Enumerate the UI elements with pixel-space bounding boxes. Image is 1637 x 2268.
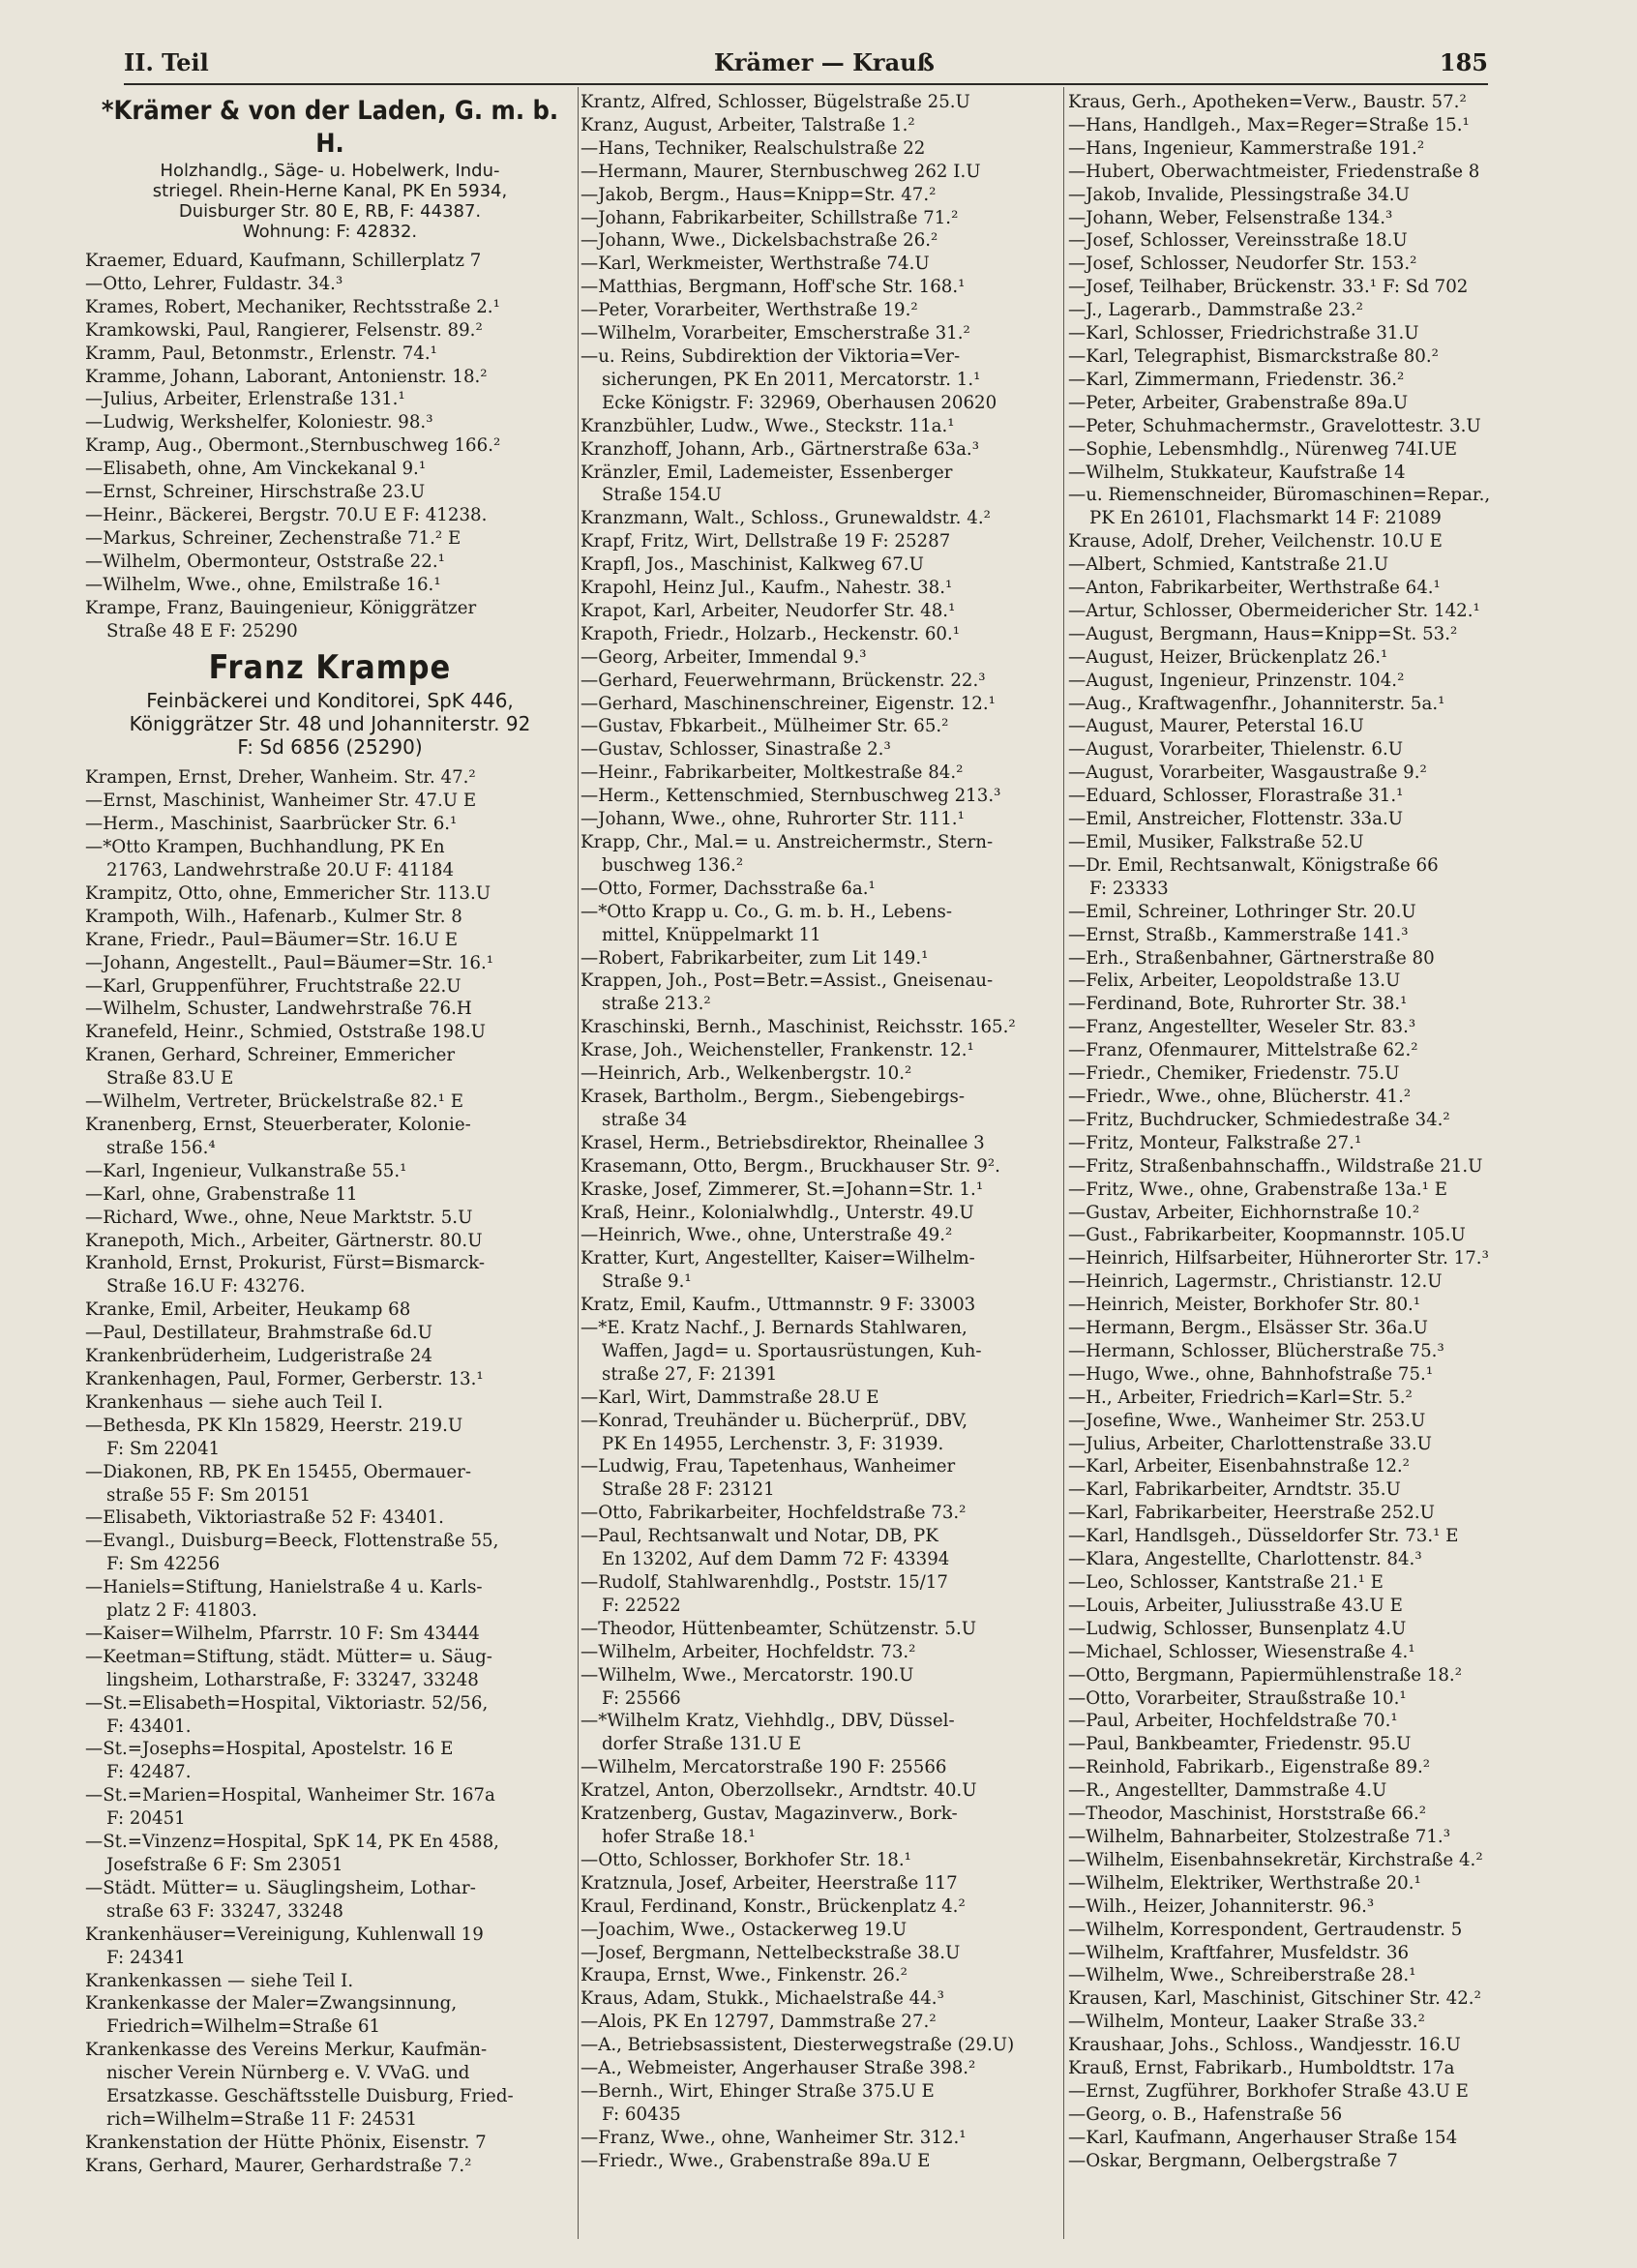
directory-entry: Krampoth, Wilh., Hafenarb., Kulmer Str. 8 [85, 906, 462, 927]
directory-entry: Kratzel, Anton, Oberzollsekr., Arndtstr. 40.U [580, 1780, 977, 1802]
directory-entry: Krampe, Franz, Bauingenieur, Königgrätzer [85, 597, 477, 618]
directory-entry: —Johann, Wwe., Dickelsbachstraße 26.² [580, 230, 938, 252]
directory-entry: —Matthias, Bergmann, Hoff'sche Str. 168.¹ [580, 277, 966, 298]
page-header [124, 43, 1488, 85]
directory-entry: —Peter, Schuhmachermstr., Gravelottestr. 3.U [1068, 415, 1481, 436]
directory-entry: Krausen, Karl, Maschinist, Gitschiner Str. 42.² [1068, 1988, 1481, 2010]
directory-entry: Kratz, Emil, Kaufm., Uttmannstr. 9 F: 33003 [580, 1295, 976, 1316]
directory-entry: —Hans, Ingenieur, Kammerstraße 191.² [1068, 137, 1425, 159]
directory-entry: F: 25566 [602, 1687, 681, 1709]
directory-entry: —Julius, Arbeiter, Charlottenstraße 33.U [1068, 1433, 1432, 1454]
directory-entry: Krankenbrüderheim, Ludgeristraße 24 [85, 1346, 432, 1367]
directory-entry: Kraus, Gerh., Apotheken=Verw., Baustr. 57.² [1068, 92, 1467, 112]
directory-entry: —Ferdinand, Bote, Ruhrorter Str. 38.¹ [1068, 994, 1408, 1015]
directory-entry: rich=Wilhelm=Straße 11 F: 24531 [106, 2108, 418, 2130]
ad-line: F: Sd 6856 (25290) [237, 735, 423, 760]
directory-entry: —Albert, Schmied, Kantstraße 21.U [1068, 554, 1389, 576]
directory-entry: —Johann, Angestellt., Paul=Bäumer=Str. 16.¹ [85, 952, 494, 973]
directory-entry: —Karl, Zimmermann, Friedenstr. 36.² [1068, 369, 1405, 390]
directory-entry: PK En 26101, Flachsmarkt 14 F: 21089 [1089, 508, 1442, 529]
directory-entry: —Franz, Ofenmaurer, Mittelstraße 62.² [1068, 1040, 1418, 1061]
column-divider [578, 87, 579, 2239]
ad-line: Wohnung: F: 42832. [242, 222, 418, 242]
directory-entry: —Paul, Destillateur, Brahmstraße 6d.U [85, 1323, 432, 1344]
directory-entry: —R., Angestellter, Dammstraße 4.U [1068, 1780, 1387, 1802]
directory-entry: —Richard, Wwe., ohne, Neue Marktstr. 5.U [85, 1207, 473, 1228]
directory-entry: —Wilhelm, Kraftfahrer, Musfeldstr. 36 [1068, 1942, 1410, 1963]
directory-entry: —Otto, Bergmann, Papiermühlenstraße 18.² [1068, 1664, 1463, 1686]
directory-entry: —Johann, Weber, Felsenstraße 134.³ [1068, 207, 1393, 228]
directory-entry: Krauß, Ernst, Fabrikarb., Humboldtstr. 17a [1068, 2058, 1455, 2079]
directory-entry: En 13202, Auf dem Damm 72 F: 43394 [602, 1549, 950, 1570]
directory-entry: Straße 154.U [602, 485, 722, 506]
directory-entry: lingsheim, Lotharstraße, F: 33247, 33248 [106, 1669, 479, 1690]
ad-line: Holzhandlg., Säge- u. Hobelwerk, Indu- [160, 161, 500, 181]
directory-entry: —Dr. Emil, Rechtsanwalt, Königstraße 66 [1068, 854, 1439, 876]
directory-entry: —Gustav, Fbkarbeit., Mülheimer Str. 65.² [580, 716, 949, 737]
ad-line: Königgrätzer Str. 48 und Johanniterstr. 92 [129, 712, 531, 736]
directory-entry: —Elisabeth, ohne, Am Vinckekanal 9.¹ [85, 459, 427, 480]
directory-entry: —Georg, Arbeiter, Immendal 9.³ [580, 646, 867, 668]
directory-entry: —Ernst, Zugführer, Borkhofer Straße 43.U E [1068, 2080, 1469, 2102]
directory-entry: —Otto, Former, Dachsstraße 6a.¹ [580, 878, 876, 899]
directory-entry: —Hermann, Maurer, Sternbuschweg 262 I.U [580, 161, 981, 182]
directory-entry: Krasemann, Otto, Bergm., Bruckhauser Str. 9². [580, 1155, 1000, 1177]
directory-entry: Kranzhoff, Johann, Arb., Gärtnerstraße 63a.³ [580, 438, 979, 460]
directory-entry: —Paul, Rechtsanwalt und Notar, DB, PK [580, 1526, 938, 1547]
directory-entry: —Josef, Schlosser, Neudorfer Str. 153.² [1068, 254, 1417, 275]
directory-entry: Kranen, Gerhard, Schreiner, Emmericher [85, 1045, 456, 1066]
directory-entry: Straße 48 E F: 25290 [106, 620, 298, 642]
directory-entry: Ecke Königstr. F: 32969, Oberhausen 20620 [602, 392, 997, 413]
directory-entry: Kraus, Adam, Stukk., Michaelstraße 44.³ [580, 1988, 944, 2010]
ad-line: Feinbäckerei und Konditorei, SpK 446, [146, 689, 514, 713]
directory-entry: —Karl, Werkmeister, Werthstraße 74.U [580, 254, 930, 275]
directory-entry: Kranke, Emil, Arbeiter, Heukamp 68 [85, 1299, 411, 1321]
directory-entry: Krase, Joh., Weichensteller, Frankenstr. 12.¹ [580, 1040, 974, 1061]
directory-entry: —Städt. Mütter= u. Säuglingsheim, Lothar- [85, 1877, 476, 1898]
directory-entry: —Sophie, Lebensmhdlg., Nürenweg 74I.UE [1068, 438, 1458, 460]
directory-entry: Krapfl, Jos., Maschinist, Kalkweg 67.U [580, 554, 924, 576]
directory-entry: —Rudolf, Stahlwarenhdlg., Poststr. 15/17 [580, 1572, 948, 1593]
directory-entry: Kranz, August, Arbeiter, Talstraße 1.² [580, 114, 915, 135]
directory-entry: —Gerhard, Feuerwehrmann, Brückenstr. 22.³ [580, 670, 986, 691]
directory-entry: sicherungen, PK En 2011, Mercatorstr. 1.¹ [602, 369, 981, 390]
directory-entry: —Ernst, Maschinist, Wanheimer Str. 47.U E [85, 791, 477, 812]
directory-entry: —Gustav, Arbeiter, Eichhornstraße 10.² [1068, 1202, 1420, 1223]
directory-entry: —Wilhelm, Monteur, Laaker Straße 33.² [1068, 2012, 1425, 2033]
directory-entry: —Wilhelm, Mercatorstraße 190 F: 25566 [580, 1757, 947, 1778]
directory-entry: —Hans, Handlgeh., Max=Reger=Straße 15.¹ [1068, 114, 1470, 135]
directory-entry: —Reinhold, Fabrikarb., Eigenstraße 89.² [1068, 1757, 1431, 1778]
part-label: II. Teil [124, 48, 209, 76]
directory-entry: Kranepoth, Mich., Arbeiter, Gärtnerstr. 80.U [85, 1230, 483, 1251]
directory-entry: —u. Reins, Subdirektion der Viktoria=Ver- [580, 345, 961, 367]
directory-entry: —Heinrich, Lagermstr., Christianstr. 12.U [1068, 1271, 1443, 1293]
directory-entry: —Peter, Arbeiter, Grabenstraße 89a.U [1068, 392, 1409, 413]
directory-entry: —Franz, Angestellter, Weseler Str. 83.³ [1068, 1017, 1416, 1038]
directory-entry: —Karl, Fabrikarbeiter, Arndtstr. 35.U [1068, 1479, 1401, 1501]
directory-entry: —Klara, Angestellte, Charlottenstr. 84.³ [1068, 1549, 1422, 1570]
directory-entry: —Erh., Straßenbahner, Gärtnerstraße 80 [1068, 947, 1435, 969]
directory-entry: Straße 28 F: 23121 [602, 1479, 775, 1501]
directory-entry: —Otto, Fabrikarbeiter, Hochfeldstraße 73.² [580, 1503, 967, 1524]
directory-entry: Straße 83.U E [106, 1068, 234, 1089]
directory-entry: —Kaiser=Wilhelm, Pfarrstr. 10 F: Sm 43444 [85, 1623, 480, 1644]
directory-entry: F: Sm 42256 [106, 1554, 221, 1575]
directory-entry: Krankenstation der Hütte Phönix, Eisenstr. 7 [85, 2132, 487, 2153]
directory-entry: —Heinr., Bäckerei, Bergstr. 70.U E F: 41238. [85, 504, 488, 525]
directory-entry: F: 60435 [602, 2104, 681, 2125]
directory-entry: Krapot, Karl, Arbeiter, Neudorfer Str. 48.¹ [580, 600, 956, 621]
directory-entry: —Ludwig, Frau, Tapetenhaus, Wanheimer [580, 1456, 956, 1477]
directory-entry: hofer Straße 18.¹ [602, 1826, 756, 1847]
directory-entry: Krampen, Ernst, Dreher, Wanheim. Str. 47.² [85, 767, 476, 789]
directory-entry: —Wilhelm, Vorarbeiter, Emscherstraße 31.² [580, 323, 970, 344]
directory-entry: —Eduard, Schlosser, Florastraße 31.¹ [1068, 786, 1404, 807]
directory-entry: —Wilhelm, Vertreter, Brückelstraße 82.¹ E [85, 1091, 464, 1113]
directory-entry: —*Wilhelm Kratz, Viehhdlg., DBV, Düssel- [580, 1711, 955, 1732]
directory-entry: —Aug., Kraftwagenfhr., Johanniterstr. 5a.¹ [1068, 693, 1445, 714]
directory-entry: —Otto, Lehrer, Fuldastr. 34.³ [85, 273, 343, 294]
directory-entry: —A., Webmeister, Angerhauser Straße 398.² [580, 2058, 976, 2079]
directory-entry: straße 213.² [602, 994, 711, 1015]
directory-entry: Kraemer, Eduard, Kaufmann, Schillerplatz 7 [85, 251, 482, 271]
directory-entry: —Ernst, Schreiner, Hirschstraße 23.U [85, 482, 426, 503]
directory-entry: —H., Arbeiter, Friedrich=Karl=Str. 5.² [1068, 1387, 1413, 1408]
directory-entry: Krane, Friedr., Paul=Bäumer=Str. 16.U E [85, 929, 458, 950]
directory-entry: buschweg 136.² [602, 854, 744, 876]
directory-entry: Kraul, Ferdinand, Konstr., Brückenplatz 4.² [580, 1895, 966, 1917]
directory-entry: —Hubert, Oberwachtmeister, Friedenstraße 8 [1068, 161, 1480, 182]
directory-entry: —Heinrich, Wwe., ohne, Unterstraße 49.² [580, 1225, 953, 1246]
directory-entry: —August, Heizer, Brückenplatz 26.¹ [1068, 646, 1388, 668]
entry-list [580, 91, 1058, 2173]
directory-entry: —Markus, Schreiner, Zechenstraße 71.² E [85, 527, 461, 549]
directory-entry: —St.=Josephs=Hospital, Apostelstr. 16 E [85, 1739, 454, 1760]
directory-entry: —Wilhelm, Schuster, Landwehrstraße 76.H [85, 999, 472, 1020]
directory-entry: Krampitz, Otto, ohne, Emmericher Str. 113.U [85, 882, 491, 904]
directory-entry: —Hugo, Wwe., ohne, Bahnhofstraße 75.¹ [1068, 1363, 1434, 1385]
directory-entry: —Gustav, Schlosser, Sinastraße 2.³ [580, 739, 891, 761]
directory-entry: —Josef, Bergmann, Nettelbeckstraße 38.U [580, 1942, 961, 1963]
directory-entry: Kranhold, Ernst, Prokurist, Fürst=Bismarck- [85, 1253, 485, 1274]
directory-entry: —Ernst, Straßb., Kammerstraße 141.³ [1068, 924, 1409, 945]
directory-entry: —Felix, Arbeiter, Leopoldstraße 13.U [1068, 970, 1401, 992]
directory-entry: —Franz, Wwe., ohne, Wanheimer Str. 312.¹ [580, 2127, 967, 2148]
directory-entry: mittel, Knüppelmarkt 11 [602, 924, 821, 945]
directory-entry: Kranefeld, Heinr., Schmied, Oststraße 198.U [85, 1022, 486, 1043]
directory-entry: —Jakob, Bergm., Haus=Knipp=Str. 47.² [580, 184, 937, 205]
directory-entry: —Robert, Fabrikarbeiter, zum Lit 149.¹ [580, 947, 929, 969]
directory-entry: Krankenkassen — siehe Teil I. [85, 1970, 354, 1991]
directory-entry: —Johann, Wwe., ohne, Ruhrorter Str. 111.¹ [580, 809, 965, 830]
directory-entry: Kranzmann, Walt., Schloss., Grunewaldstr. 4.² [580, 508, 991, 529]
directory-entry: —Wilhelm, Eisenbahnsekretär, Kirchstraße 4.² [1068, 1849, 1483, 1870]
directory-entry: F: 42487. [106, 1762, 192, 1783]
directory-entry: —Elisabeth, Viktoriastraße 52 F: 43401. [85, 1507, 444, 1529]
directory-entry: —August, Maurer, Peterstal 16.U [1068, 716, 1364, 737]
directory-entry: Kramp, Aug., Obermont.,Sternbuschweg 166.² [85, 435, 501, 457]
directory-entry: —Konrad, Treuhänder u. Bücherprüf., DBV, [580, 1410, 968, 1431]
directory-entry: —Paul, Bankbeamter, Friedenstr. 95.U [1068, 1734, 1412, 1755]
directory-entry: Kratznula, Josef, Arbeiter, Heerstraße 117 [580, 1872, 958, 1894]
entry-list [85, 766, 575, 2177]
directory-entry: Krapoth, Friedr., Holzarb., Heckenstr. 60.¹ [580, 623, 961, 644]
directory-entry: —Wilh., Heizer, Johanniterstr. 96.³ [1068, 1895, 1375, 1917]
directory-entry: Josefstraße 6 F: Sm 23051 [106, 1855, 343, 1875]
directory-entry: F: 22522 [602, 1595, 681, 1616]
directory-entry: 21763, Landwehrstraße 20.U F: 41184 [106, 860, 455, 881]
directory-entry: —Michael, Schlosser, Wiesenstraße 4.¹ [1068, 1641, 1415, 1662]
directory-entry: Krankenhäuser=Vereinigung, Kuhlenwall 19 [85, 1924, 484, 1945]
name-range: Krämer — Krauß [714, 48, 935, 76]
directory-entry: —*Otto Krapp u. Co., G. m. b. H., Lebens- [580, 901, 952, 922]
directory-entry: F: 23333 [1089, 878, 1169, 899]
directory-entry: —Bethesda, PK Kln 15829, Heerstr. 219.U [85, 1415, 463, 1436]
directory-entry: Waffen, Jagd= u. Sportausrüstungen, Kuh- [602, 1340, 982, 1361]
directory-entry: —Wilhelm, Wwe., Schreiberstraße 28.¹ [1068, 1965, 1416, 1986]
directory-entry: —Wilhelm, Obermonteur, Oststraße 22.¹ [85, 551, 445, 572]
directory-entry: —Anton, Fabrikarbeiter, Werthstraße 64.¹ [1068, 578, 1441, 599]
directory-entry: —Ludwig, Werkshelfer, Koloniestr. 98.³ [85, 412, 433, 433]
directory-entry: Friedrich=Wilhelm=Straße 61 [106, 2016, 381, 2038]
directory-entry: straße 156.⁴ [106, 1137, 216, 1158]
directory-entry: —A., Betriebsassistent, Diesterwegstraße (29.U) [580, 2035, 1015, 2056]
directory-entry: Krause, Adolf, Dreher, Veilchenstr. 10.U E [1068, 531, 1443, 552]
ad-line: Duisburger Str. 80 E, RB, F: 44387. [178, 201, 482, 222]
directory-entry: —Karl, Wirt, Dammstraße 28.U E [580, 1387, 879, 1408]
directory-entry: —Gerhard, Maschinenschreiner, Eigenstr. 12.¹ [580, 693, 996, 714]
directory-entry: —J., Lagerarb., Dammstraße 23.² [1068, 300, 1363, 321]
directory-entry: Krankenhagen, Paul, Former, Gerberstr. 13.¹ [85, 1368, 484, 1389]
directory-entry: Kranzbühler, Ludw., Wwe., Steckstr. 11a.¹ [580, 415, 955, 436]
directory-entry: —St.=Elisabeth=Hospital, Viktoriastr. 52/56, [85, 1692, 489, 1714]
directory-entry: —Josef, Teilhaber, Brückenstr. 33.¹ F: Sd 702 [1068, 277, 1469, 298]
directory-entry: dorfer Straße 131.U E [602, 1734, 802, 1755]
directory-entry: Straße 16.U F: 43276. [106, 1276, 306, 1298]
directory-entry: —Theodor, Hüttenbeamter, Schützenstr. 5.U [580, 1618, 977, 1639]
directory-entry: Krankenhaus — siehe auch Teil I. [85, 1391, 383, 1413]
directory-entry: —Diakonen, RB, PK En 15455, Obermauer- [85, 1461, 471, 1482]
ad-line: striegel. Rhein-Herne Kanal, PK En 5934, [152, 181, 508, 201]
directory-entry: Kramkowski, Paul, Rangierer, Felsenstr. 89.² [85, 319, 483, 341]
directory-entry: —Gust., Fabrikarbeiter, Koopmannstr. 105.U [1068, 1225, 1466, 1246]
directory-entry: Kränzler, Emil, Lademeister, Essenberger [580, 462, 953, 483]
directory-entry: —*E. Kratz Nachf., J. Bernards Stahlwaren, [580, 1318, 967, 1339]
directory-entry: —Friedr., Wwe., ohne, Blücherstr. 41.² [1068, 1086, 1412, 1107]
directory-entry: platz 2 F: 41803. [106, 1600, 257, 1622]
entry-list [1068, 91, 1546, 2173]
directory-entry: —Hermann, Bergm., Elsässer Str. 36a.U [1068, 1318, 1428, 1339]
directory-entry: —Wilhelm, Stukkateur, Kaufstraße 14 [1068, 462, 1406, 483]
directory-entry: straße 34 [602, 1109, 688, 1130]
directory-entry: nischer Verein Nürnberg e. V. VVaG. und [106, 2063, 470, 2084]
directory-entry: —August, Bergmann, Haus=Knipp=St. 53.² [1068, 623, 1458, 644]
directory-entry: Krapohl, Heinz Jul., Kaufm., Nahestr. 38.¹ [580, 578, 953, 599]
directory-entry: —Karl, Fabrikarbeiter, Heerstraße 252.U [1068, 1503, 1435, 1524]
ad-company-name: Franz Krampe [208, 648, 452, 688]
directory-entry: —Emil, Musiker, Falkstraße 52.U [1068, 832, 1364, 852]
directory-entry: —Louis, Arbeiter, Juliusstraße 43.U E [1068, 1595, 1403, 1616]
advertisement-kraemer [85, 95, 575, 242]
directory-entry: —Friedr., Chemiker, Friedenstr. 75.U [1068, 1063, 1400, 1085]
directory-entry: Krappen, Joh., Post=Betr.=Assist., Gneisenau- [580, 970, 994, 992]
directory-entry: —Heinr., Fabrikarbeiter, Moltkestraße 84.² [580, 762, 964, 784]
column-1 [85, 91, 575, 2239]
directory-entry: —Josefine, Wwe., Wanheimer Str. 253.U [1068, 1410, 1426, 1431]
directory-entry: —Karl, Gruppenführer, Fruchtstraße 22.U [85, 975, 461, 997]
directory-entry: —Hermann, Schlosser, Blücherstraße 75.³ [1068, 1340, 1444, 1361]
advertisement-krampe [85, 646, 575, 759]
directory-entry: —Wilhelm, Wwe., ohne, Emilstraße 16.¹ [85, 574, 441, 595]
directory-entry: —Herm., Kettenschmied, Sternbuschweg 213.³ [580, 786, 1001, 807]
directory-entry: Kraushaar, Johs., Schloss., Wandjesstr. 16.U [1068, 2035, 1461, 2056]
directory-entry: Kratzenberg, Gustav, Magazinverw., Bork- [580, 1804, 958, 1825]
directory-entry: —Joachim, Wwe., Ostackerweg 19.U [580, 1919, 908, 1940]
directory-entry: —Evangl., Duisburg=Beeck, Flottenstraße 55, [85, 1531, 499, 1552]
directory-entry: —Haniels=Stiftung, Hanielstraße 4 u. Karls- [85, 1577, 483, 1598]
directory-entry: Kranenberg, Ernst, Steuerberater, Kolonie- [85, 1115, 471, 1135]
directory-entry: —Bernh., Wirt, Ehinger Straße 375.U E [580, 2080, 935, 2102]
directory-entry: Kratter, Kurt, Angestellter, Kaiser=Wilhelm- [580, 1248, 975, 1269]
directory-entry: —Johann, Fabrikarbeiter, Schillstraße 71.² [580, 207, 959, 228]
directory-entry: —Karl, Handlsgeh., Düsseldorfer Str. 73.¹ E [1068, 1526, 1459, 1547]
column-divider [1063, 87, 1064, 2239]
directory-entry: F: 43401. [106, 1716, 192, 1737]
directory-entry: —Wilhelm, Arbeiter, Hochfeldstr. 73.² [580, 1641, 916, 1662]
directory-entry: —Emil, Schreiner, Lothringer Str. 20.U [1068, 901, 1416, 922]
directory-entry: Krankenkasse des Vereins Merkur, Kaufmän- [85, 2040, 488, 2061]
directory-entry: —Georg, o. B., Hafenstraße 56 [1068, 2104, 1343, 2125]
directory-entry: —Emil, Anstreicher, Flottenstr. 33a.U [1068, 809, 1404, 830]
directory-entry: —Otto, Vorarbeiter, Straußstraße 10.¹ [1068, 1687, 1407, 1709]
directory-entry: Krans, Gerhard, Maurer, Gerhardstraße 7.² [85, 2155, 472, 2176]
column-2 [580, 91, 1058, 2239]
directory-entry: F: Sm 22041 [106, 1438, 221, 1459]
directory-entry: —Hans, Techniker, Realschulstraße 22 [580, 137, 926, 159]
directory-entry: —Wilhelm, Elektriker, Werthstraße 20.¹ [1068, 1872, 1421, 1894]
directory-entry: —Fritz, Monteur, Falkstraße 27.¹ [1068, 1132, 1362, 1153]
directory-entry: straße 27, F: 21391 [602, 1363, 778, 1385]
directory-entry: —u. Riemenschneider, Büromaschinen=Repar., [1068, 485, 1491, 506]
directory-entry: —Paul, Arbeiter, Hochfeldstraße 70.¹ [1068, 1711, 1398, 1732]
directory-entry: —Jakob, Invalide, Plessingstraße 34.U [1068, 184, 1410, 205]
directory-entry: —Peter, Vorarbeiter, Werthstraße 19.² [580, 300, 918, 321]
directory-entry: —Karl, ohne, Grabenstraße 11 [85, 1183, 358, 1205]
directory-entry: —Leo, Schlosser, Kantstraße 21.¹ E [1068, 1572, 1384, 1593]
directory-entry: Krapp, Chr., Mal.= u. Anstreichermstr., Stern- [580, 832, 994, 852]
directory-entry: —Julius, Arbeiter, Erlenstraße 131.¹ [85, 389, 405, 410]
directory-entry: —Keetman=Stiftung, städt. Mütter= u. Säug- [85, 1646, 492, 1667]
directory-entry: —Josef, Schlosser, Vereinsstraße 18.U [1068, 230, 1408, 252]
directory-entry: —Heinrich, Arb., Welkenbergstr. 10.² [580, 1063, 912, 1085]
directory-entry: straße 63 F: 33247, 33248 [106, 1900, 343, 1922]
directory-entry: —Karl, Telegraphist, Bismarckstraße 80.² [1068, 345, 1439, 367]
column-3 [1068, 91, 1546, 2239]
directory-entry: Krasel, Herm., Betriebsdirektor, Rheinallee 3 [580, 1132, 985, 1153]
directory-entry: —Otto, Schlosser, Borkhofer Str. 18.¹ [580, 1849, 911, 1870]
directory-entry: —Wilhelm, Bahnarbeiter, Stolzestraße 71.³ [1068, 1826, 1450, 1847]
directory-entry: Krasek, Bartholm., Bergm., Siebengebirgs- [580, 1086, 965, 1107]
directory-entry: —August, Vorarbeiter, Thielenstr. 6.U [1068, 739, 1404, 761]
page-number: 185 [1439, 48, 1488, 76]
directory-entry: —Karl, Schlosser, Friedrichstraße 31.U [1068, 323, 1419, 344]
directory-entry: —Alois, PK En 12797, Dammstraße 27.² [580, 2012, 937, 2033]
directory-entry: —*Otto Krampen, Buchhandlung, PK En [85, 837, 445, 858]
directory-entry: —Wilhelm, Wwe., Mercatorstr. 190.U [580, 1664, 914, 1686]
directory-entry: —Karl, Arbeiter, Eisenbahnstraße 12.² [1068, 1456, 1410, 1477]
directory-entry: Krantz, Alfred, Schlosser, Bügelstraße 25.U [580, 92, 970, 112]
directory-entry: Krames, Robert, Mechaniker, Rechtsstraße 2.¹ [85, 296, 500, 317]
entry-list [85, 250, 575, 642]
directory-entry: Kramme, Johann, Laborant, Antonienstr. 18.² [85, 366, 488, 387]
directory-entry: straße 55 F: Sm 20151 [106, 1484, 312, 1506]
directory-entry: —Friedr., Wwe., Grabenstraße 89a.U E [580, 2150, 931, 2171]
directory-entry: —Ludwig, Schlosser, Bunsenplatz 4.U [1068, 1618, 1407, 1639]
directory-entry: Ersatzkasse. Geschäftsstelle Duisburg, Fried- [106, 2086, 514, 2107]
directory-entry: Kraske, Josef, Zimmerer, St.=Johann=Str. 1.¹ [580, 1179, 984, 1200]
directory-entry: —St.=Vinzenz=Hospital, SpK 14, PK En 4588, [85, 1832, 499, 1853]
directory-entry: —Theodor, Maschinist, Horststraße 66.² [1068, 1804, 1427, 1825]
directory-entry: —St.=Marien=Hospital, Wanheimer Str. 167a [85, 1785, 495, 1806]
directory-entry: F: 20451 [106, 1808, 186, 1830]
directory-entry: Kraschinski, Bernh., Maschinist, Reichsstr. 165.² [580, 1017, 1016, 1038]
directory-entry: Kraß, Heinr., Kolonialwhdlg., Unterstr. 49.U [580, 1202, 974, 1223]
directory-entry: —Heinrich, Meister, Borkhofer Str. 80.¹ [1068, 1295, 1421, 1316]
ad-company-name: *Krämer & von der Laden, G. m. b. H. [101, 96, 559, 159]
directory-entry: —Fritz, Wwe., ohne, Grabenstraße 13a.¹ E [1068, 1179, 1448, 1200]
directory-entry: Straße 9.¹ [602, 1271, 692, 1293]
directory-entry: —Karl, Ingenieur, Vulkanstraße 55.¹ [85, 1160, 407, 1181]
directory-entry: —August, Vorarbeiter, Wasgaustraße 9.² [1068, 762, 1427, 784]
directory-entry: —August, Ingenieur, Prinzenstr. 104.² [1068, 670, 1405, 691]
directory-entry: Kramm, Paul, Betonmstr., Erlenstr. 74.¹ [85, 343, 437, 364]
directory-entry: —Wilhelm, Korrespondent, Gertraudenstr. 5 [1068, 1919, 1463, 1940]
directory-entry: —Fritz, Buchdrucker, Schmiedestraße 34.² [1068, 1109, 1450, 1130]
directory-entry: F: 24341 [106, 1947, 186, 1968]
directory-entry: PK En 14955, Lerchenstr. 3, F: 31939. [602, 1433, 944, 1454]
directory-entry: —Karl, Kaufmann, Angerhauser Straße 154 [1068, 2127, 1458, 2148]
directory-entry: Krapf, Fritz, Wirt, Dellstraße 19 F: 25287 [580, 531, 951, 552]
directory-entry: Krankenkasse der Maler=Zwangsinnung, [85, 1993, 458, 2014]
directory-entry: —Fritz, Straßenbahnschaffn., Wildstraße 21.U [1068, 1155, 1483, 1177]
directory-entry: —Heinrich, Hilfsarbeiter, Hühnerorter Str. 17.³ [1068, 1248, 1489, 1269]
directory-entry: Kraupa, Ernst, Wwe., Finkenstr. 26.² [580, 1965, 908, 1986]
directory-entry: —Artur, Schlosser, Obermeidericher Str. 142.¹ [1068, 600, 1480, 621]
directory-entry: —Oskar, Bergmann, Oelbergstraße 7 [1068, 2150, 1398, 2171]
directory-entry: —Herm., Maschinist, Saarbrücker Str. 6.¹ [85, 814, 458, 835]
